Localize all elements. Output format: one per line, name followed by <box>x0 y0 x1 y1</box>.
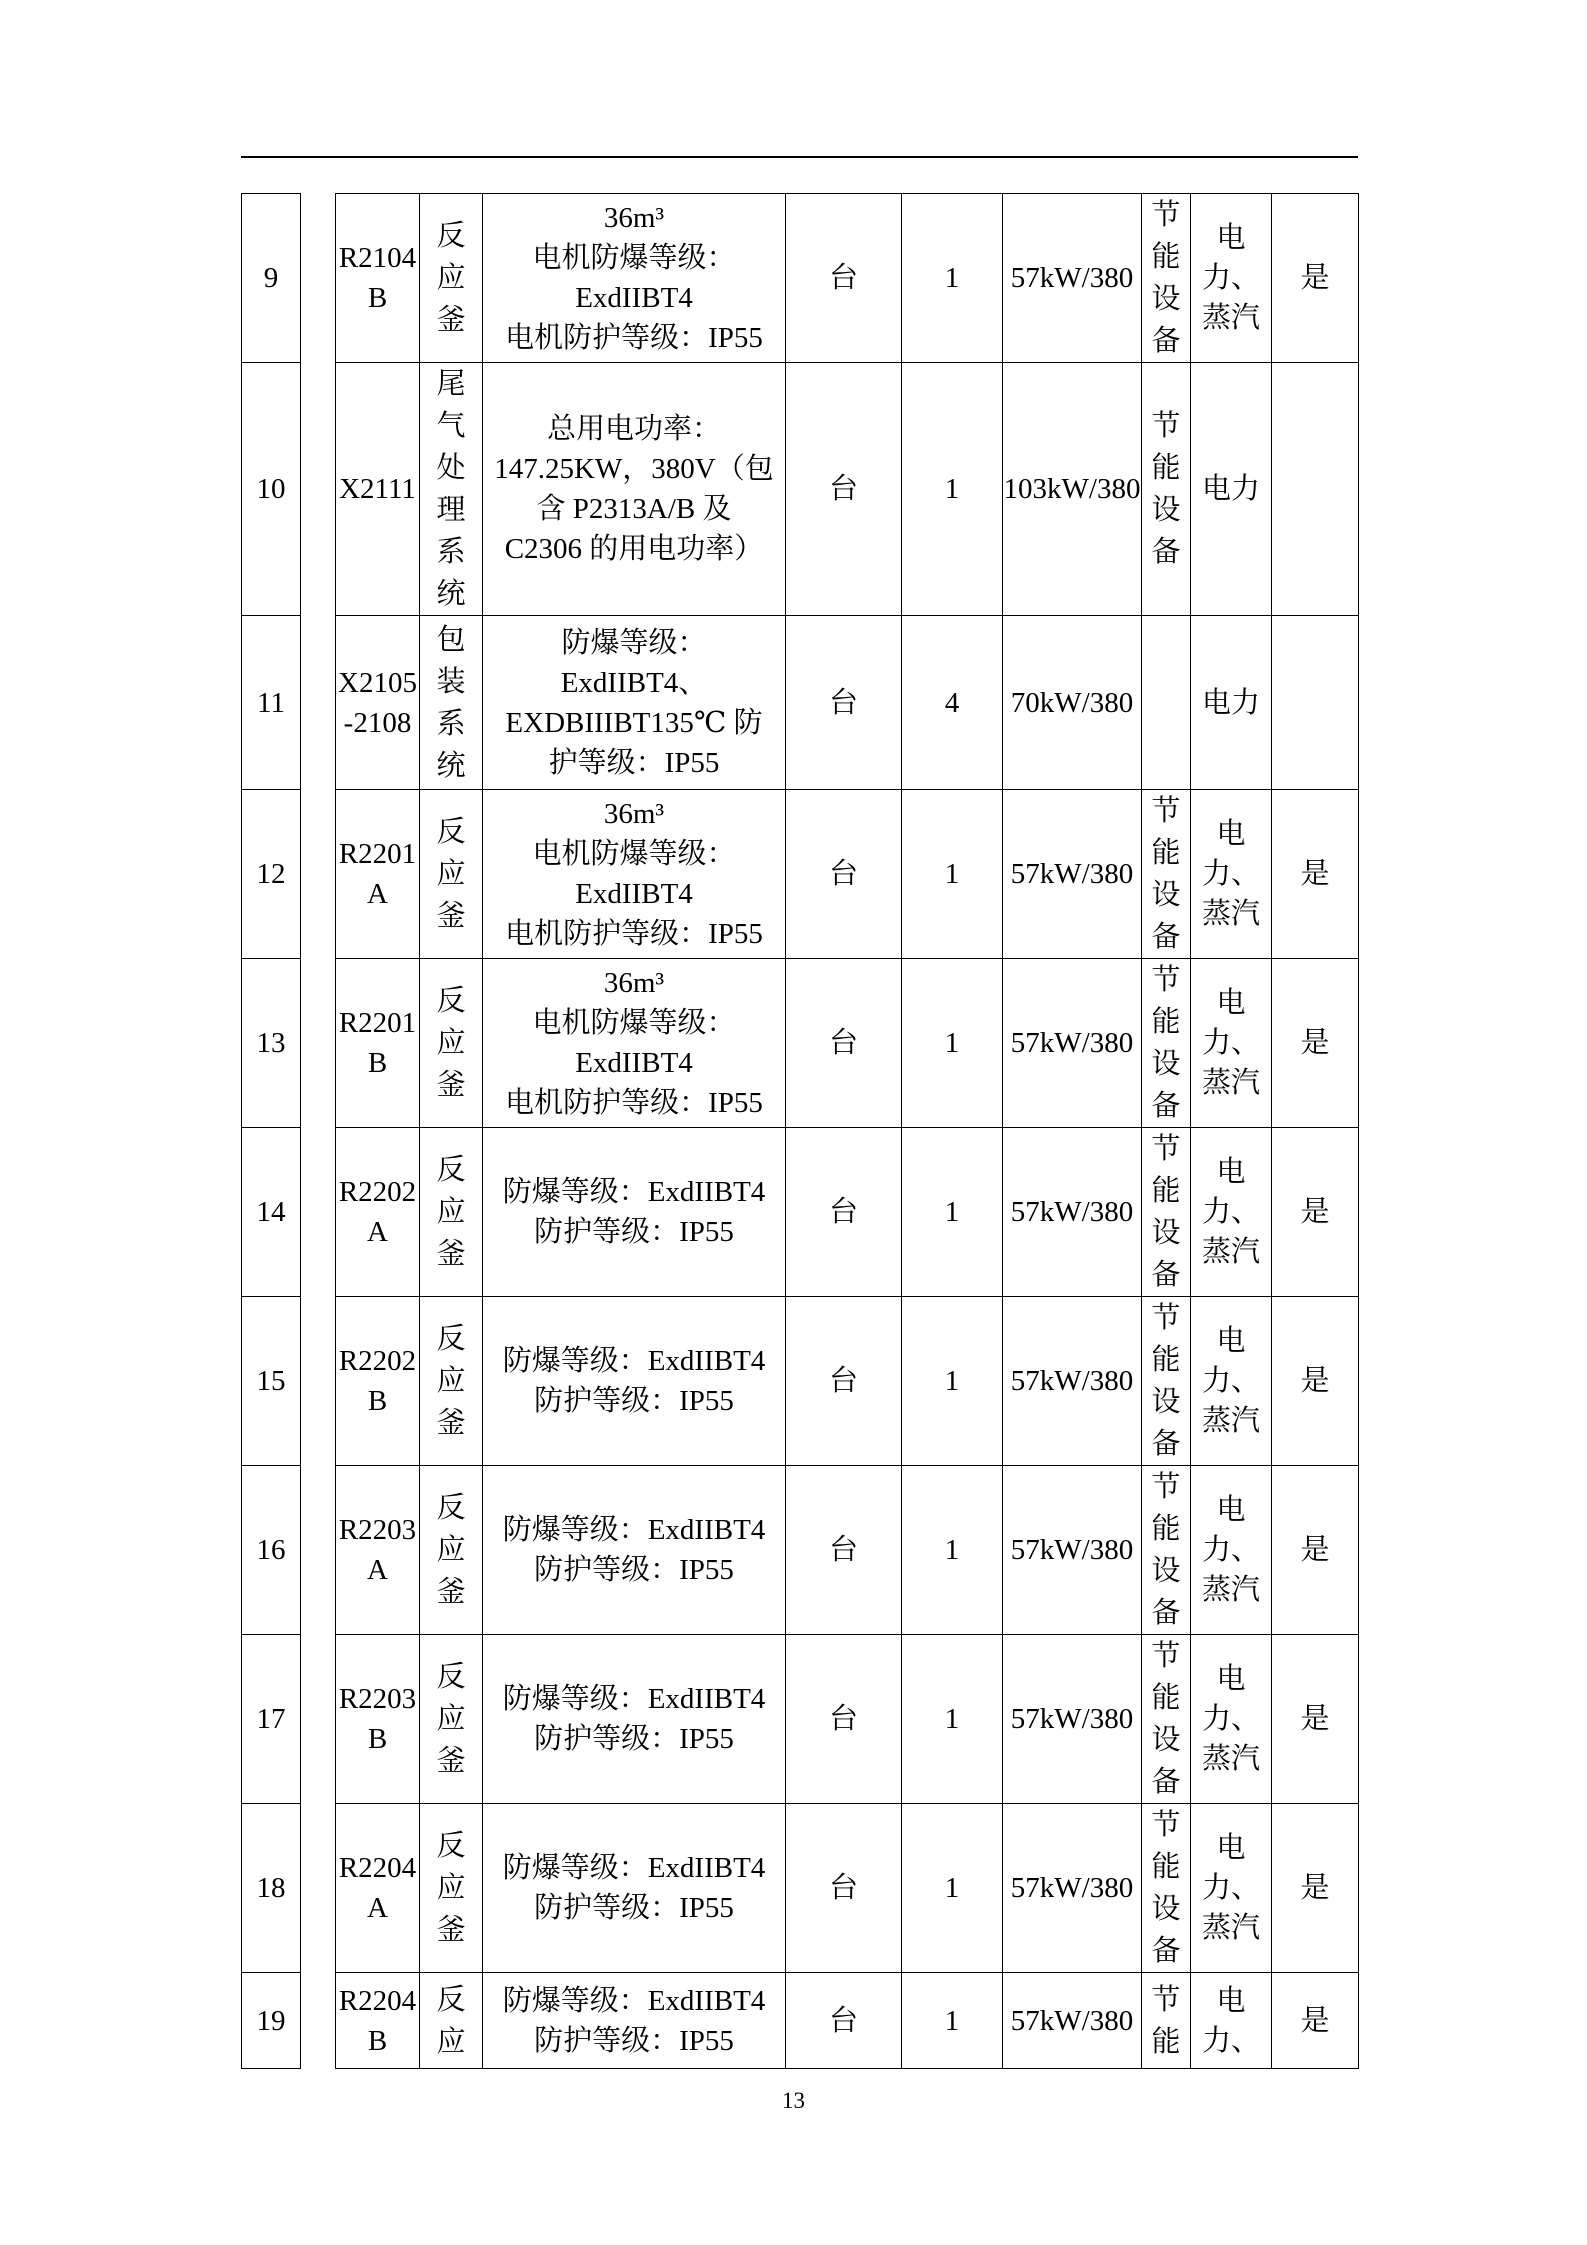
row-number-cell <box>242 363 301 616</box>
category-cell-text: 节能设备 <box>1151 1640 1181 1798</box>
equipment-code-cell-text: R2202B <box>338 1345 417 1417</box>
power-cell <box>1003 616 1142 790</box>
category-cell <box>1142 790 1191 959</box>
flag-cell <box>1272 363 1359 616</box>
unit-cell <box>786 790 902 959</box>
unit-cell-text: 台 <box>828 2004 858 2037</box>
row-number-cell-text: 18 <box>256 1872 286 1904</box>
table-row <box>242 616 1359 790</box>
power-cell <box>1003 959 1142 1128</box>
unit-cell <box>786 1297 902 1466</box>
flag-cell-text: 是 <box>1300 1365 1330 1397</box>
row-number-cell-text: 13 <box>256 1027 286 1059</box>
unit-cell <box>786 1973 902 2069</box>
equipment-name-cell <box>420 1804 483 1973</box>
equipment-code-cell-text: R2202A <box>338 1176 417 1248</box>
unit-cell-text: 台 <box>828 473 858 505</box>
equipment-code-cell <box>336 194 420 363</box>
table-row <box>242 1635 1359 1804</box>
unit-cell <box>786 363 902 616</box>
merged-blank-cell <box>301 1973 336 2069</box>
energy-type-cell-text: 电力 <box>1201 473 1260 505</box>
flag-cell <box>1272 1635 1359 1804</box>
specification-cell <box>483 1466 786 1635</box>
power-cell-text: 57kW/380 <box>1010 1872 1134 1904</box>
equipment-code-cell <box>336 616 420 790</box>
quantity-cell <box>902 1973 1003 2069</box>
table-row <box>242 790 1359 959</box>
energy-type-cell-text: 电力、蒸汽 <box>1201 222 1260 334</box>
flag-cell <box>1272 1297 1359 1466</box>
equipment-name-cell-text: 反应釜 <box>436 1323 466 1439</box>
unit-cell <box>786 1804 902 1973</box>
equipment-name-cell-text: 反应釜 <box>436 985 466 1101</box>
flag-cell <box>1272 194 1359 363</box>
power-cell <box>1003 1297 1142 1466</box>
energy-type-cell <box>1191 1297 1272 1466</box>
row-number-cell-text: 17 <box>256 1703 286 1735</box>
specification-line: 防爆等级：ExdIIBT4 <box>502 1345 766 1377</box>
energy-type-cell <box>1191 1635 1272 1804</box>
specification-line: ExdIIBT4 <box>575 282 693 314</box>
unit-cell-text: 台 <box>828 1196 858 1228</box>
row-number-cell <box>242 1635 301 1804</box>
quantity-cell <box>902 1128 1003 1297</box>
quantity-cell <box>902 790 1003 959</box>
row-number-cell-text: 11 <box>257 686 285 719</box>
equipment-code-cell-text: R2201A <box>338 838 417 910</box>
specification-line: 防护等级：IP55 <box>534 1385 734 1417</box>
row-number-cell-text: 15 <box>256 1365 286 1397</box>
row-number-cell <box>242 616 301 790</box>
specification-line: 含 P2313A/B 及 <box>536 493 732 525</box>
category-cell <box>1142 194 1191 363</box>
quantity-cell-text: 1 <box>944 1365 960 1397</box>
equipment-code-cell <box>336 1973 420 2069</box>
power-cell-text: 103kW/380 <box>1003 473 1141 505</box>
flag-cell <box>1272 1128 1359 1297</box>
table-row <box>242 194 1359 363</box>
specification-line: EXDBIIIBT135℃ 防 <box>505 706 763 739</box>
merged-blank-cell <box>301 1297 336 1466</box>
specification-line: 36m³ <box>603 202 665 234</box>
category-cell <box>1142 1804 1191 1973</box>
equipment-name-cell-text: 尾气处理系统 <box>436 368 466 610</box>
quantity-cell <box>902 616 1003 790</box>
power-cell <box>1003 1128 1142 1297</box>
power-cell <box>1003 1466 1142 1635</box>
unit-cell-text: 台 <box>828 1703 858 1735</box>
quantity-cell <box>902 363 1003 616</box>
energy-type-cell-text: 电力、蒸汽 <box>1201 1494 1260 1606</box>
specification-line: 36m³ <box>603 967 665 999</box>
energy-type-cell-text: 电力、蒸汽 <box>1201 1663 1260 1775</box>
row-number-cell <box>242 1973 301 2069</box>
equipment-name-cell <box>420 1973 483 2069</box>
specification-line: 防护等级：IP55 <box>534 1554 734 1586</box>
specification-line: 防爆等级：ExdIIBT4 <box>502 1852 766 1884</box>
flag-cell <box>1272 790 1359 959</box>
equipment-name-cell-text: 包装系统 <box>436 623 466 782</box>
specification-line: 防爆等级：ExdIIBT4 <box>502 1984 766 2017</box>
power-cell-text: 70kW/380 <box>1010 686 1134 719</box>
unit-cell-text: 台 <box>828 262 858 294</box>
quantity-cell-text: 4 <box>944 686 960 719</box>
quantity-cell <box>902 1297 1003 1466</box>
row-number-cell-text: 16 <box>256 1534 286 1566</box>
category-cell-text: 节能设备 <box>1151 1302 1181 1460</box>
specification-line: 147.25KW，380V（包 <box>494 453 774 485</box>
specification-cell <box>483 959 786 1128</box>
table-row <box>242 1973 1359 2069</box>
equipment-code-cell <box>336 1297 420 1466</box>
row-number-cell-text: 10 <box>256 473 286 505</box>
energy-type-cell-text: 电力、蒸汽 <box>1201 1156 1260 1268</box>
unit-cell-text: 台 <box>828 1872 858 1904</box>
flag-cell <box>1272 1466 1359 1635</box>
power-cell-text: 57kW/380 <box>1010 1027 1134 1059</box>
specification-line: ExdIIBT4、 <box>560 666 708 699</box>
flag-cell-text: 是 <box>1300 858 1330 890</box>
equipment-code-cell <box>336 790 420 959</box>
specification-cell <box>483 616 786 790</box>
flag-cell <box>1272 959 1359 1128</box>
unit-cell <box>786 616 902 790</box>
specification-line: 电机防护等级：IP55 <box>505 918 763 950</box>
row-number-cell <box>242 1804 301 1973</box>
equipment-code-cell-text: R2204A <box>338 1852 417 1924</box>
specification-line: 防爆等级：ExdIIBT4 <box>502 1514 766 1546</box>
specification-line: 防爆等级：ExdIIBT4 <box>502 1176 766 1208</box>
specification-line: 防护等级：IP55 <box>534 2024 734 2057</box>
table-row <box>242 1466 1359 1635</box>
category-cell <box>1142 1973 1191 2069</box>
power-cell <box>1003 1973 1142 2069</box>
row-number-cell <box>242 1128 301 1297</box>
energy-type-cell <box>1191 1466 1272 1635</box>
energy-type-cell <box>1191 194 1272 363</box>
page-number: 13 <box>782 2088 805 2113</box>
specification-cell <box>483 363 786 616</box>
table-row <box>242 1128 1359 1297</box>
energy-type-cell <box>1191 959 1272 1128</box>
category-cell-text: 节能设备 <box>1151 795 1181 953</box>
category-cell <box>1142 1128 1191 1297</box>
energy-type-cell-text: 电力、 <box>1201 1984 1260 2057</box>
energy-type-cell <box>1191 363 1272 616</box>
row-number-cell-text: 12 <box>256 858 286 890</box>
equipment-code-cell-text: R2201B <box>338 1007 417 1079</box>
power-cell-text: 57kW/380 <box>1010 262 1134 294</box>
quantity-cell-text: 1 <box>944 1872 960 1904</box>
equipment-name-cell <box>420 790 483 959</box>
unit-cell <box>786 194 902 363</box>
power-cell <box>1003 363 1142 616</box>
power-cell <box>1003 790 1142 959</box>
power-cell <box>1003 1804 1142 1973</box>
equipment-table <box>241 193 1359 2069</box>
quantity-cell-text: 1 <box>944 262 960 294</box>
equipment-code-cell <box>336 1804 420 1973</box>
specification-line: 护等级：IP55 <box>548 746 720 779</box>
power-cell <box>1003 1635 1142 1804</box>
flag-cell-text: 是 <box>1300 1534 1330 1566</box>
power-cell-text: 57kW/380 <box>1010 1534 1134 1566</box>
specification-line: 36m³ <box>603 798 665 830</box>
unit-cell-text: 台 <box>828 686 858 719</box>
category-cell-text: 节能设备 <box>1151 1809 1181 1967</box>
power-cell-text: 57kW/380 <box>1010 858 1134 890</box>
quantity-cell <box>902 1635 1003 1804</box>
specification-cell <box>483 194 786 363</box>
flag-cell-text: 是 <box>1300 1027 1330 1059</box>
category-cell-text: 节能设备 <box>1151 1133 1181 1291</box>
category-cell-text: 节能设备 <box>1151 1471 1181 1629</box>
quantity-cell-text: 1 <box>944 473 960 505</box>
row-number-cell-text: 19 <box>256 2004 286 2037</box>
unit-cell-text: 台 <box>828 858 858 890</box>
table-row <box>242 1804 1359 1973</box>
row-number-cell <box>242 1466 301 1635</box>
category-cell-text: 节能设备 <box>1151 410 1181 568</box>
equipment-code-cell-text: R2104B <box>338 242 417 314</box>
merged-blank-cell <box>301 1466 336 1635</box>
flag-cell-text: 是 <box>1300 2004 1330 2037</box>
specification-line: 电机防爆等级： <box>532 242 736 274</box>
unit-cell <box>786 959 902 1128</box>
unit-cell <box>786 1635 902 1804</box>
quantity-cell <box>902 1804 1003 1973</box>
specification-cell <box>483 790 786 959</box>
specification-line: 总用电功率： <box>546 413 721 445</box>
energy-type-cell-text: 电力 <box>1201 686 1260 719</box>
unit-cell-text: 台 <box>828 1534 858 1566</box>
unit-cell-text: 台 <box>828 1027 858 1059</box>
equipment-code-cell <box>336 959 420 1128</box>
category-cell <box>1142 1466 1191 1635</box>
header-rule <box>241 156 1358 158</box>
flag-cell-text: 是 <box>1300 262 1330 294</box>
equipment-name-cell <box>420 616 483 790</box>
equipment-name-cell-text: 反应 <box>436 1983 466 2058</box>
equipment-code-cell-text: R2204B <box>338 1984 417 2057</box>
quantity-cell <box>902 194 1003 363</box>
table-row <box>242 959 1359 1128</box>
unit-cell-text: 台 <box>828 1365 858 1397</box>
energy-type-cell <box>1191 616 1272 790</box>
specification-line: ExdIIBT4 <box>575 878 693 910</box>
merged-blank-cell <box>301 616 336 790</box>
equipment-name-cell-text: 反应釜 <box>436 816 466 932</box>
merged-blank-cell <box>301 1635 336 1804</box>
row-number-cell-text: 14 <box>256 1196 286 1228</box>
merged-blank-cell <box>301 959 336 1128</box>
merged-blank-cell <box>301 194 336 363</box>
equipment-name-cell <box>420 1297 483 1466</box>
power-cell-text: 57kW/380 <box>1010 1703 1134 1735</box>
equipment-name-cell <box>420 1466 483 1635</box>
row-number-cell <box>242 194 301 363</box>
equipment-name-cell <box>420 959 483 1128</box>
category-cell-text: 节能 <box>1151 1983 1181 2058</box>
flag-cell <box>1272 616 1359 790</box>
specification-cell <box>483 1128 786 1297</box>
specification-line: 防护等级：IP55 <box>534 1216 734 1248</box>
category-cell <box>1142 1635 1191 1804</box>
quantity-cell-text: 1 <box>944 1027 960 1059</box>
equipment-code-cell-text: R2203B <box>338 1683 417 1755</box>
equipment-name-cell <box>420 194 483 363</box>
specification-line: 电机防护等级：IP55 <box>505 322 763 354</box>
equipment-code-cell-text: X2111 <box>339 473 416 505</box>
energy-type-cell <box>1191 1128 1272 1297</box>
specification-line: 防护等级：IP55 <box>534 1892 734 1924</box>
quantity-cell <box>902 1466 1003 1635</box>
row-number-cell <box>242 1297 301 1466</box>
quantity-cell <box>902 959 1003 1128</box>
category-cell-text: 节能设备 <box>1151 964 1181 1122</box>
unit-cell <box>786 1128 902 1297</box>
specification-line: 防护等级：IP55 <box>534 1723 734 1755</box>
equipment-code-cell <box>336 363 420 616</box>
quantity-cell-text: 1 <box>944 1703 960 1735</box>
specification-cell <box>483 1973 786 2069</box>
merged-blank-cell <box>301 790 336 959</box>
power-cell-text: 57kW/380 <box>1010 1365 1134 1397</box>
category-cell-text: 节能设备 <box>1151 199 1181 357</box>
merged-blank-cell <box>301 363 336 616</box>
equipment-name-cell <box>420 1128 483 1297</box>
specification-line: ExdIIBT4 <box>575 1047 693 1079</box>
flag-cell-text: 是 <box>1300 1703 1330 1735</box>
table-body <box>242 194 1359 2069</box>
row-number-cell <box>242 790 301 959</box>
equipment-code-cell-text: X2105-2108 <box>338 666 417 739</box>
specification-cell <box>483 1804 786 1973</box>
specification-line: C2306 的用电功率） <box>504 533 764 565</box>
specification-cell <box>483 1297 786 1466</box>
equipment-code-cell <box>336 1635 420 1804</box>
flag-cell-text: 是 <box>1300 1196 1330 1228</box>
equipment-name-cell-text: 反应釜 <box>436 220 466 336</box>
merged-blank-cell <box>301 1128 336 1297</box>
specification-line: 电机防爆等级： <box>532 838 736 870</box>
quantity-cell-text: 1 <box>944 1196 960 1228</box>
power-cell-text: 57kW/380 <box>1010 2004 1134 2037</box>
table-row <box>242 1297 1359 1466</box>
flag-cell <box>1272 1804 1359 1973</box>
equipment-code-cell <box>336 1466 420 1635</box>
power-cell-text: 57kW/380 <box>1010 1196 1134 1228</box>
flag-cell-text: 是 <box>1300 1872 1330 1904</box>
specification-cell <box>483 1635 786 1804</box>
equipment-name-cell-text: 反应釜 <box>436 1661 466 1777</box>
row-number-cell <box>242 959 301 1128</box>
equipment-name-cell-text: 反应釜 <box>436 1492 466 1608</box>
category-cell <box>1142 1297 1191 1466</box>
category-cell <box>1142 363 1191 616</box>
energy-type-cell <box>1191 1973 1272 2069</box>
specification-line: 防爆等级： <box>561 626 707 659</box>
equipment-code-cell-text: R2203A <box>338 1514 417 1586</box>
quantity-cell-text: 1 <box>944 1534 960 1566</box>
equipment-name-cell-text: 反应釜 <box>436 1830 466 1946</box>
quantity-cell-text: 1 <box>944 2004 960 2037</box>
row-number-cell-text: 9 <box>263 262 279 294</box>
quantity-cell-text: 1 <box>944 858 960 890</box>
energy-type-cell <box>1191 1804 1272 1973</box>
merged-blank-cell <box>301 1804 336 1973</box>
category-cell <box>1142 959 1191 1128</box>
energy-type-cell-text: 电力、蒸汽 <box>1201 818 1260 930</box>
energy-type-cell <box>1191 790 1272 959</box>
flag-cell <box>1272 1973 1359 2069</box>
equipment-code-cell <box>336 1128 420 1297</box>
power-cell <box>1003 194 1142 363</box>
equipment-name-cell-text: 反应釜 <box>436 1154 466 1270</box>
energy-type-cell-text: 电力、蒸汽 <box>1201 1325 1260 1437</box>
specification-line: 电机防护等级：IP55 <box>505 1087 763 1119</box>
energy-type-cell-text: 电力、蒸汽 <box>1201 987 1260 1099</box>
table-row <box>242 363 1359 616</box>
equipment-name-cell <box>420 1635 483 1804</box>
specification-line: 电机防爆等级： <box>532 1007 736 1039</box>
specification-line: 防爆等级：ExdIIBT4 <box>502 1683 766 1715</box>
equipment-name-cell <box>420 363 483 616</box>
unit-cell <box>786 1466 902 1635</box>
category-cell <box>1142 616 1191 790</box>
energy-type-cell-text: 电力、蒸汽 <box>1201 1832 1260 1944</box>
